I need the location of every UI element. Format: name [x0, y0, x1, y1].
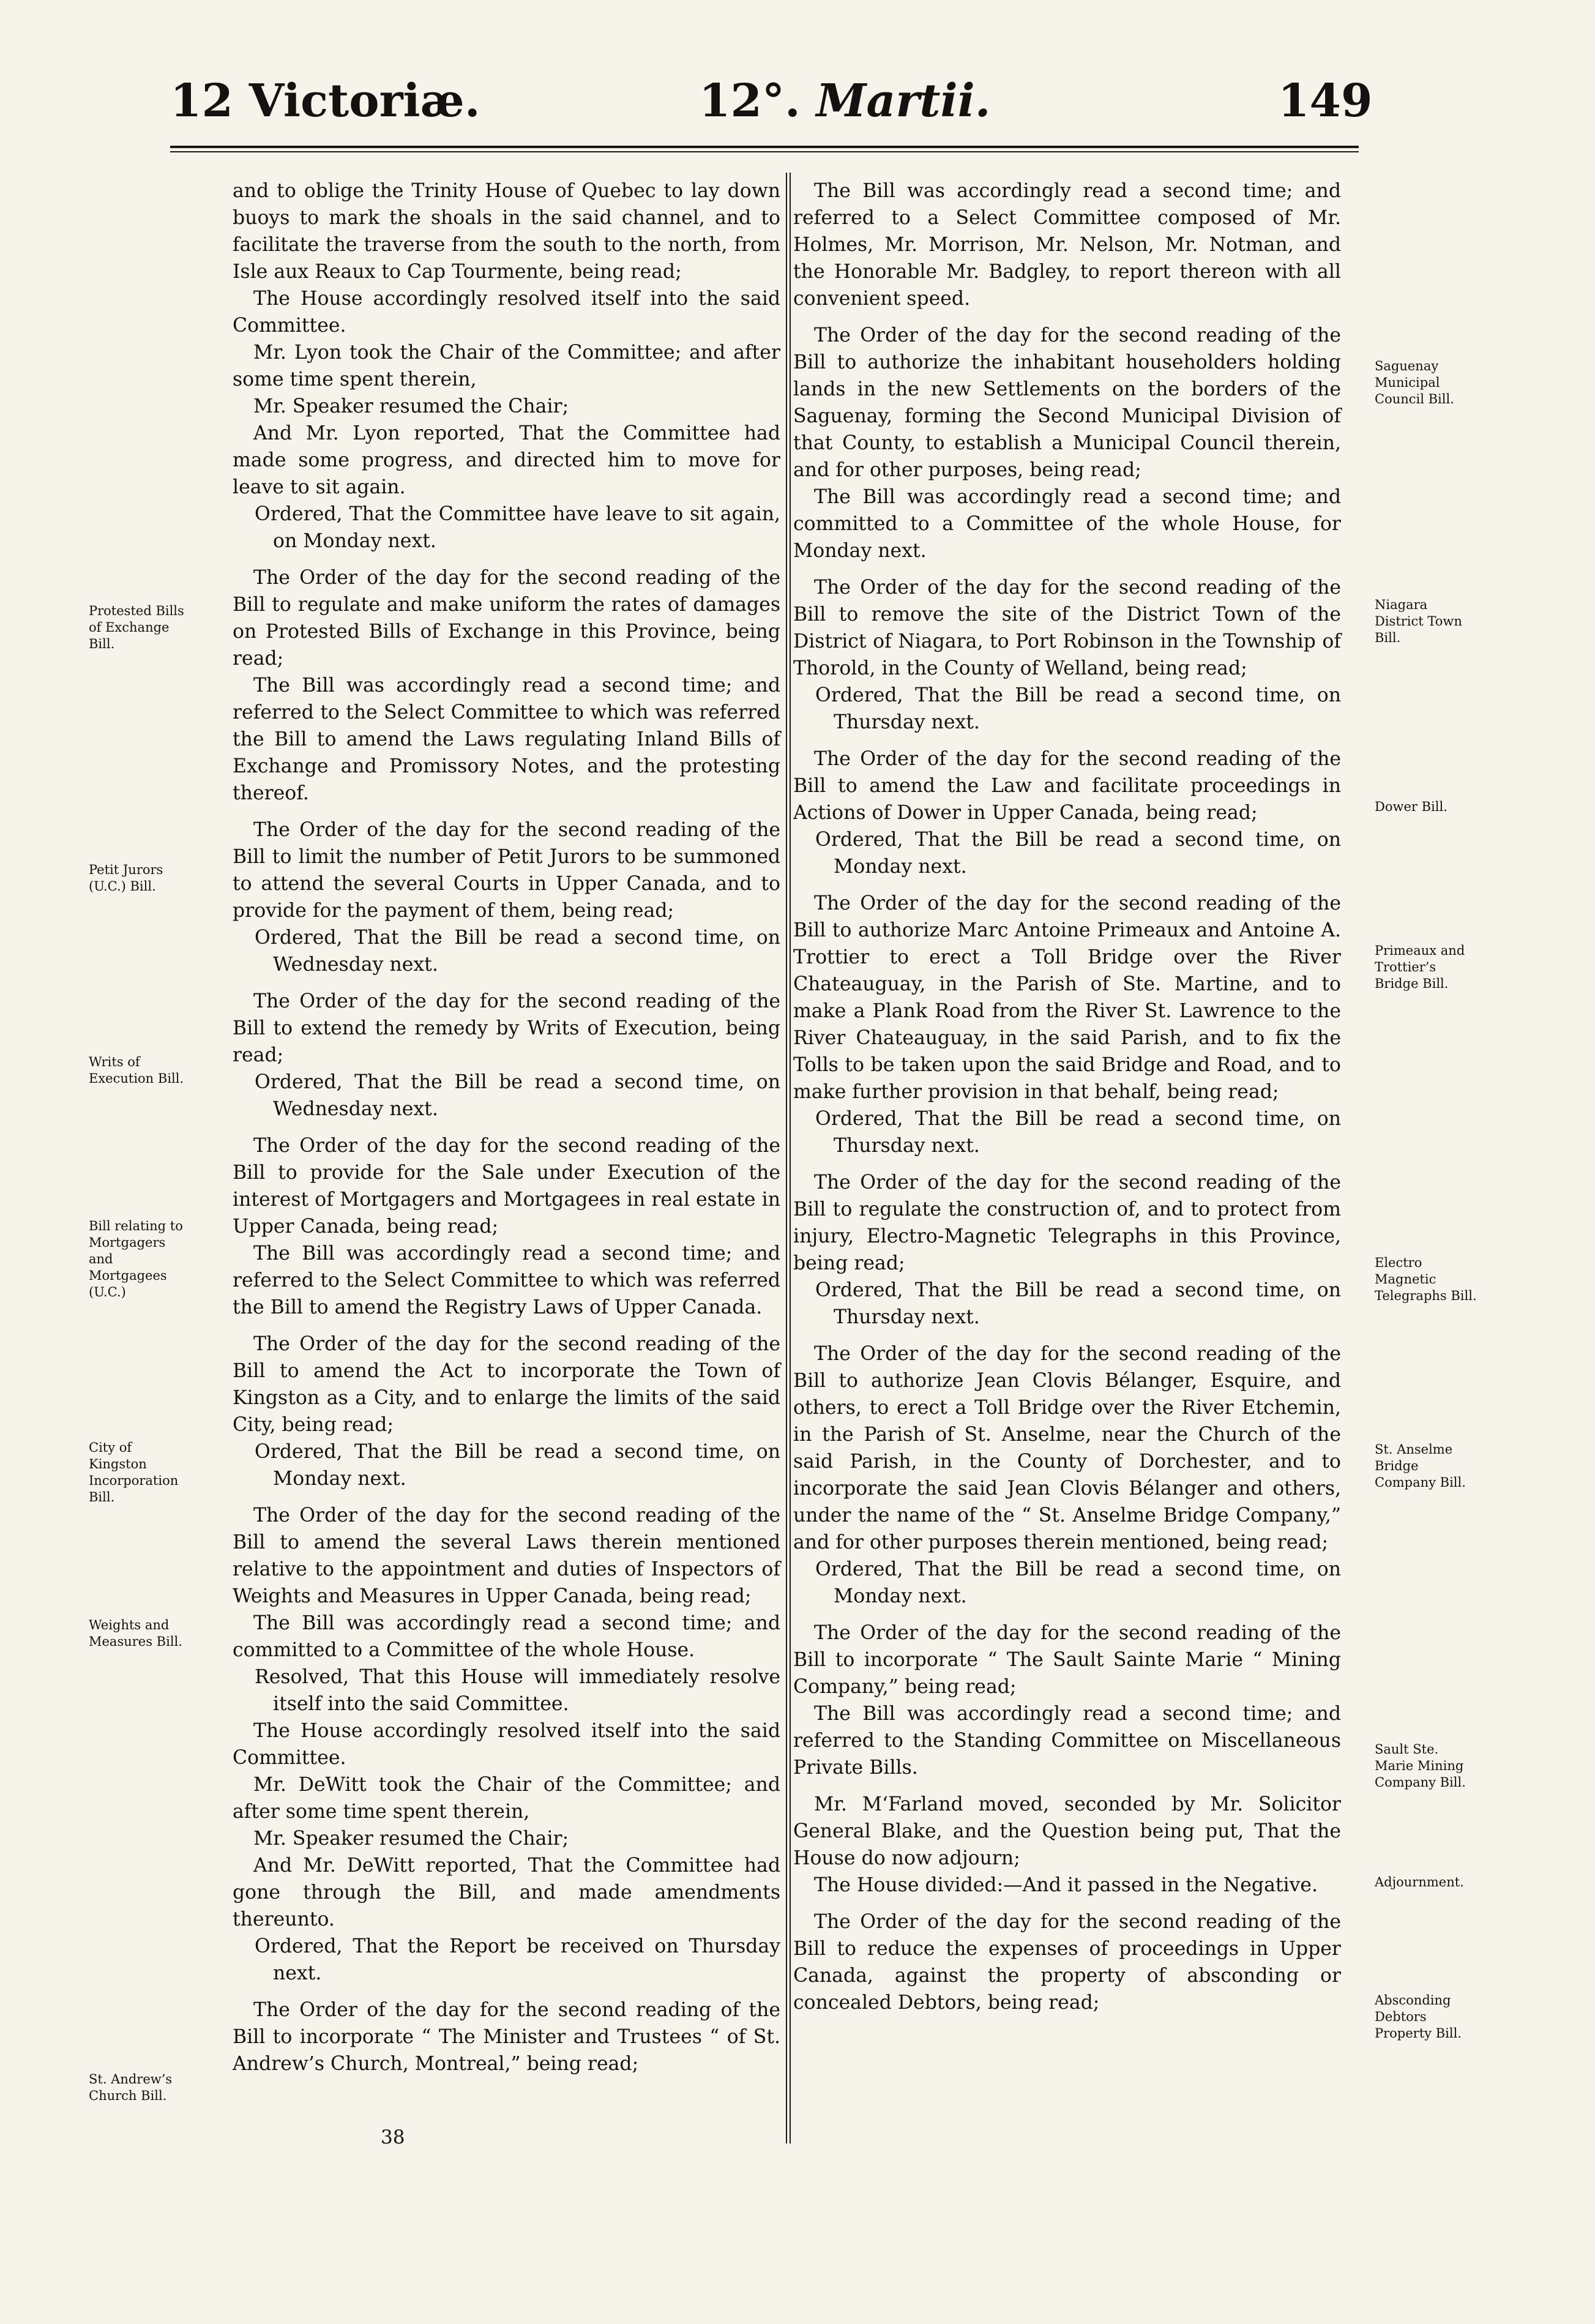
paragraph: The Bill was accordingly read a second time; and committed to a Committee of the whole House.: [233, 1612, 780, 1661]
paragraph-gap: [793, 564, 1341, 574]
paragraph: The House divided:—And it passed in the Negative.: [814, 1874, 1318, 1896]
paragraph: The Order of the day for the second reading of the Bill to authorize Jean Clovis Bélanger, Esquire, and others, to erect a Toll Bridge over the River Etchemin, in the Parish of St. Anselme, near the Church of the said Parish, in the County of Dorchester, and to incorporate the said Jean Clovis Bélanger and others, under the name of the “ St. Anselme Bridge Company,” and for other purposes therein mentioned, being read;: [793, 1343, 1341, 1553]
paragraph-gap: [793, 1781, 1341, 1791]
paragraph-gap: [793, 312, 1341, 322]
paragraph: The Order of the day for the second reading of the Bill to amend the several Laws therein mentioned relative to the appointment and duties of Inspectors of Weights and Measures in Upper Canada, being read;: [233, 1504, 780, 1607]
paragraph: The Order of the day for the second reading of the Bill to amend the Law and facilitate proceedings in Actions of Dower in Upper Canada, being read;: [793, 748, 1341, 824]
paragraph: The Order of the day for the second reading of the Bill to remove the site of the District Town of the District of Niagara, to Port Robinson in the Township of Thorold, in the County of Welland, being read;: [793, 577, 1341, 679]
paragraph: Mr. DeWitt took the Chair of the Committee; and after some time spent therein,: [233, 1774, 780, 1823]
right-column: [793, 177, 1341, 2016]
margin-note-kingston: City of Kingston Incorporation Bill.: [89, 1440, 179, 1504]
paragraph: Mr. M‘Farland moved, seconded by Mr. Solicitor General Blake, and the Question being put, That the House do now adjourn;: [793, 1793, 1341, 1869]
paragraph: Ordered, That the Bill be read a second time, on Wednesday next.: [255, 1071, 780, 1120]
paragraph: The Bill was accordingly read a second time; and committed to a Committee of the whole House, for Monday next.: [793, 486, 1341, 562]
margin-note-st-andrews: St. Andrew’s Church Bill.: [89, 2072, 173, 2103]
margin-note-protested-bills: Protested Bills of Exchange Bill.: [89, 603, 184, 651]
paragraph-gap: [793, 1159, 1341, 1169]
header-rule-bottom: [170, 151, 1359, 152]
margin-note-dower: Dower Bill.: [1375, 799, 1447, 814]
paragraph-gap: [233, 1321, 780, 1331]
paragraph: The Bill was accordingly read a second time; and referred to the Standing Committee on Miscellaneous Private Bills.: [793, 1703, 1341, 1779]
paragraph-gap: [233, 1987, 780, 1997]
margin-note-sault-ste-marie: Sault Ste. Marie Mining Company Bill.: [1375, 1742, 1466, 1790]
header-month: Martii.: [816, 75, 991, 127]
paragraph-gap: [233, 1492, 780, 1502]
paragraph: The Order of the day for the second reading of the Bill to authorize the inhabitant householders holding lands in the new Settlements on the borders of the Saguenay, forming the Second Municipal Division of that County, to establish a Municipal Council therein, and for other purposes, being read;: [793, 324, 1341, 481]
paragraph: And Mr. Lyon reported, That the Committee had made some progress, and directed him to move for leave to sit again.: [233, 422, 780, 498]
header-date: [699, 73, 991, 129]
paragraph: Ordered, That the Bill be read a second time, on Monday next.: [815, 1558, 1341, 1607]
paragraph: Ordered, That the Committee have leave to sit again, on Monday next.: [255, 503, 780, 552]
paragraph: The Bill was accordingly read a second time; and referred to the Select Committee to which was referred the Bill to amend the Registry Laws of Upper Canada.: [233, 1242, 780, 1318]
column-divider-left: [786, 173, 787, 2143]
paragraph-gap: [793, 1610, 1341, 1620]
margin-note-absconding-debtors: Absconding Debtors Property Bill.: [1375, 1993, 1462, 2041]
column-divider-right: [790, 173, 791, 2143]
paragraph: The Bill was accordingly read a second time; and referred to the Select Committee to which was referred the Bill to amend the Laws regulating Inland Bills of Exchange and Promissory Notes, and the protesting thereof.: [233, 674, 780, 804]
paragraph: The Order of the day for the second reading of the Bill to incorporate “ The Sault Sainte Marie “ Mining Company,” being read;: [793, 1622, 1341, 1698]
paragraph: The Order of the day for the second reading of the Bill to extend the remedy by Writs of Execution, being read;: [233, 990, 780, 1066]
paragraph: The House accordingly resolved itself into the said Committee.: [233, 288, 780, 337]
paragraph: Ordered, That the Bill be read a second time, on Thursday next.: [815, 1108, 1341, 1157]
margin-note-niagara: Niagara District Town Bill.: [1375, 597, 1462, 645]
margin-note-st-anselme: St. Anselme Bridge Company Bill.: [1375, 1442, 1466, 1490]
paragraph: The Order of the day for the second reading of the Bill to limit the number of Petit Jurors to be summoned to attend the several Courts in Upper Canada, and to provide for the payment of them, being read;: [233, 819, 780, 922]
paragraph: and to oblige the Trinity House of Quebec to lay down buoys to mark the shoals in the said channel, and to facilitate the traverse from the south to the north, from Isle aux Reaux to Cap Tourmente, being read;: [233, 180, 780, 283]
paragraph-gap: [233, 807, 780, 816]
margin-note-telegraphs: Electro Magnetic Telegraphs Bill.: [1375, 1255, 1477, 1303]
paragraph-gap: [793, 1899, 1341, 1908]
paragraph-gap: [793, 736, 1341, 745]
paragraph: The Bill was accordingly read a second time; and referred to a Select Committee composed of Mr. Holmes, Mr. Morrison, Mr. Nelson, Mr. Notman, and the Honorable Mr. Badgley, to report thereon with all convenient speed.: [793, 180, 1341, 310]
paragraph: The Order of the day for the second reading of the Bill to reduce the expenses of proceedings in Upper Canada, against the property of absconding or concealed Debtors, being read;: [793, 1911, 1341, 2014]
paragraph-gap: [793, 880, 1341, 890]
margin-note-primeaux: Primeaux and Trottier’s Bridge Bill.: [1375, 943, 1465, 991]
paragraph: Mr. Speaker resumed the Chair;: [253, 1828, 569, 1850]
margin-note-saguenay: Saguenay Municipal Council Bill.: [1375, 359, 1454, 406]
paragraph-gap: [233, 978, 780, 988]
margin-note-petit-jurors: Petit Jurors (U.C.) Bill.: [89, 862, 163, 894]
signature-mark: 38: [381, 2126, 405, 2148]
header-regnal-year: 12 Victoriæ.: [170, 75, 480, 127]
paragraph: Ordered, That the Bill be read a second time, on Thursday next.: [815, 684, 1341, 733]
margin-note-mortgagers: Bill relating to Mortgagers and Mortgagees (U.C.): [89, 1219, 183, 1299]
paragraph: The Order of the day for the second reading of the Bill to incorporate “ The Minister and Trustees “ of St. Andrew’s Church, Montreal,” being read;: [233, 1999, 780, 2075]
paragraph: The Order of the day for the second reading of the Bill to regulate the construction of, and to protect from injury, Electro-Magnetic Telegraphs in this Province, being read;: [793, 1171, 1341, 1274]
margin-note-weights-measures: Weights and Measures Bill.: [89, 1618, 182, 1649]
paragraph: Ordered, That the Report be received on Thursday next.: [255, 1935, 780, 1984]
paragraph-gap: [233, 1123, 780, 1132]
paragraph: The Order of the day for the second reading of the Bill to regulate and make uniform the rates of damages on Protested Bills of Exchange in this Province, being read;: [233, 567, 780, 670]
paragraph: The Order of the day for the second reading of the Bill to authorize Marc Antoine Primeaux and Antoine A. Trottier to erect a Toll Bridge over the River Chateauguay, in the Parish of Ste. Martine, and to make a Plank Road from the River St. Lawrence to the River Chateauguay, in the said Parish, and to fix the Tolls to be taken upon the said Bridge and Road, and to make further provision in that behalf, being read;: [793, 892, 1341, 1103]
paragraph: Ordered, That the Bill be read a second time, on Monday next.: [255, 1441, 780, 1490]
header-rule-top: [170, 146, 1359, 148]
margin-note-writs-execution: Writs of Execution Bill.: [89, 1055, 184, 1086]
paragraph-gap: [793, 1331, 1341, 1340]
paragraph: Resolved, That this House will immediately resolve itself into the said Committee.: [255, 1666, 780, 1715]
left-column: [233, 177, 780, 2077]
paragraph: The Order of the day for the second reading of the Bill to provide for the Sale under Execution of the interest of Mortgagers and Mortgagees in real estate in Upper Canada, being read;: [233, 1135, 780, 1238]
header-day: 12°.: [699, 75, 801, 127]
paragraph: Ordered, That the Bill be read a second time, on Thursday next.: [815, 1279, 1341, 1328]
paragraph-gap: [233, 555, 780, 564]
paragraph: Ordered, That the Bill be read a second time, on Monday next.: [815, 829, 1341, 878]
page-number: 149: [1278, 75, 1373, 127]
paragraph: Mr. Speaker resumed the Chair;: [253, 395, 569, 417]
paragraph: The House accordingly resolved itself into the said Committee.: [233, 1720, 780, 1769]
paragraph: And Mr. DeWitt reported, That the Committee had gone through the Bill, and made amendments thereunto.: [233, 1855, 780, 1930]
paragraph: Mr. Lyon took the Chair of the Committee; and after some time spent therein,: [233, 342, 780, 390]
paragraph: Ordered, That the Bill be read a second time, on Wednesday next.: [255, 927, 780, 976]
paragraph: The Order of the day for the second reading of the Bill to amend the Act to incorporate the Town of Kingston as a City, and to enlarge the limits of the said City, being read;: [233, 1333, 780, 1436]
margin-note-adjournment: Adjournment.: [1375, 1875, 1464, 1889]
